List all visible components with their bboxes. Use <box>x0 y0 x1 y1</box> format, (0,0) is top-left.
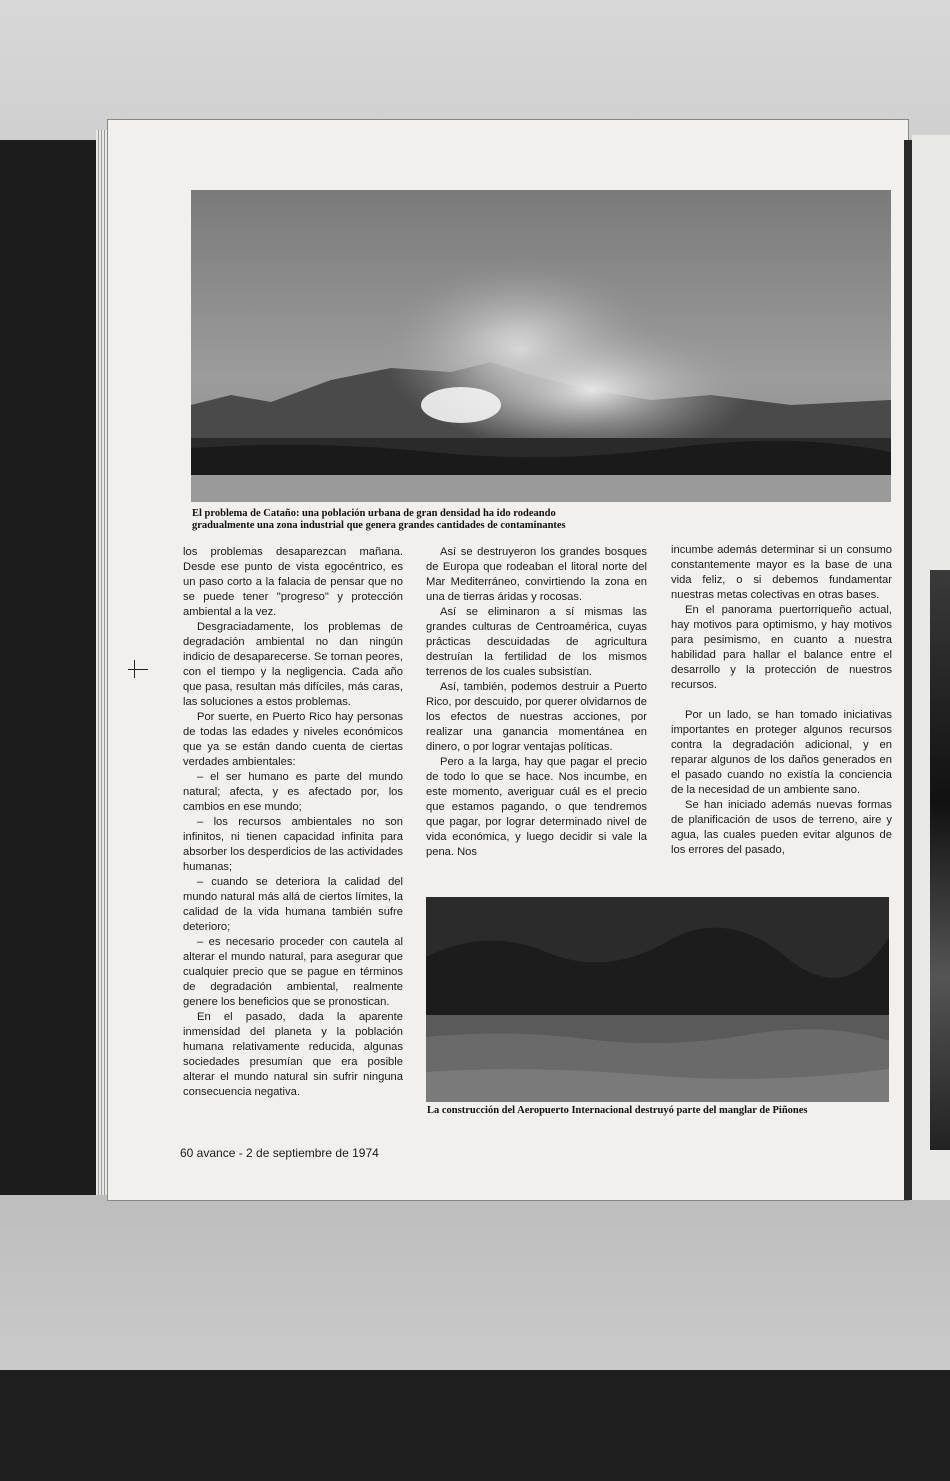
next-page-photo <box>930 570 950 1150</box>
paragraph: En el panorama puertorriqueño actual, hay motivos para optimismo, y hay motivos para pesimismo, en cuanto a nuestra habilidad para hallar el balance entre el desarrollo y la protección de nuestros recursos. <box>671 604 892 691</box>
paragraph: Por suerte, en Puerto Rico hay personas de todas las edades y niveles económicos que ya se están dando cuenta de ciertas verdades ambientales: <box>183 711 403 768</box>
list-item: – es necesario proceder con cautela al alterar el mundo natural, para asegurar que cualquier precio que se pague en términos de degradación ambiental, realmente genere los beneficios que se pronostican. <box>183 936 403 1008</box>
paragraph: En el pasado, dada la aparente inmensidad del planeta y la población humana relativamente reducida, algunas sociedades presumían que era posible alterar el mundo natural sin sufrir ninguna consecuencia negativa. <box>183 1011 403 1098</box>
bottom-caption-text: La construcción del Aeropuerto Internacional destruyó parte del manglar de Piñones <box>427 1105 808 1116</box>
paragraph: Pero a la larga, hay que pagar el precio de todo lo que se hace. Nos incumbe, en este momento, averiguar cuál es el precio que estamos pagando, o que tendremos que pagar, por lograr determinado nivel de vida económica, y luego decidir si vale la pena. Nos <box>426 756 647 858</box>
text-column-1 <box>183 545 403 1100</box>
top-photo-caption <box>192 508 652 532</box>
catano-photo <box>191 190 891 502</box>
list-item: – los recursos ambientales no son infinitos, ni tienen capacidad infinita para absorber los desperdicios de las actividades humanas; <box>183 816 403 873</box>
mangrove-photo <box>426 897 889 1102</box>
paragraph: Se han iniciado además nuevas formas de planificación de usos de terreno, aire y agua, las cuales pueden evitar algunos de los errores del pasado, <box>671 799 892 856</box>
list-item: – cuando se deteriora la calidad del mundo natural más allá de ciertos límites, la calidad de la vida humana también sufre deterioro; <box>183 876 403 933</box>
top-caption-line1: El problema de Cataño: una población urbana de gran densidad ha ido rodeando <box>192 508 556 519</box>
paragraph: Así se destruyeron los grandes bosques de Europa que rodeaban el litoral norte del Mar Mediterráneo, convirtiendo la zona en una de tierras áridas y rocosas. <box>426 546 647 603</box>
dark-frame-bottom <box>0 1370 950 1481</box>
paragraph: incumbe además determinar si un consumo constantemente mayor es la base de una vida feliz, o si debemos fundamentar nuestras metas colectivas en otras bases. <box>671 544 892 601</box>
paragraph: Así, también, podemos destruir a Puerto Rico, por descuido, por querer olvidarnos de los efectos de nuestras acciones, por realizar una ganancia momentánea en dinero, o por lograr ventajas políticas. <box>426 681 647 753</box>
paragraph: Así se eliminaron a sí mismas las grandes culturas de Centroamérica, cuyas prácticas descuidadas de agricultura destruían la fertilidad de los mismos terrenos de los cuales subsistían. <box>426 606 647 678</box>
paragraph: los problemas desaparezcan mañana. Desde ese punto de vista egocéntrico, es un paso corto a la falacia de pensar que no se puede tener "progreso" y protección ambiental a la vez. <box>183 546 403 618</box>
crop-mark-icon <box>128 669 148 670</box>
top-caption-line2: gradualmente una zona industrial que genera grandes cantidades de contaminantes <box>192 520 566 531</box>
paragraph: Por un lado, se han tomado iniciativas importantes en proteger algunos recursos contra la degradación adicional, y en reparar algunos de los daños generados en el pasado cuando no existía la conciencia de la necesidad de un ambiente sano. <box>671 709 892 796</box>
bottom-photo-caption <box>427 1105 887 1117</box>
paragraph: Desgraciadamente, los problemas de degradación ambiental no dan ningún indicio de desaparecerse. Se tornan peores, con el tiempo y la negligencia. Cada año que pasa, resultan más difíciles, más caras, las soluciones a estos problemas. <box>183 621 403 708</box>
text-column-3 <box>671 543 892 858</box>
crop-mark-icon <box>134 660 135 678</box>
page-gutter <box>904 140 912 1200</box>
text-column-2 <box>426 545 647 860</box>
page-footer: 60 avance - 2 de septiembre de 1974 <box>180 1146 379 1160</box>
list-item: – el ser humano es parte del mundo natural; afecta, y es afectado por, los cambios en ese mundo; <box>183 771 403 813</box>
